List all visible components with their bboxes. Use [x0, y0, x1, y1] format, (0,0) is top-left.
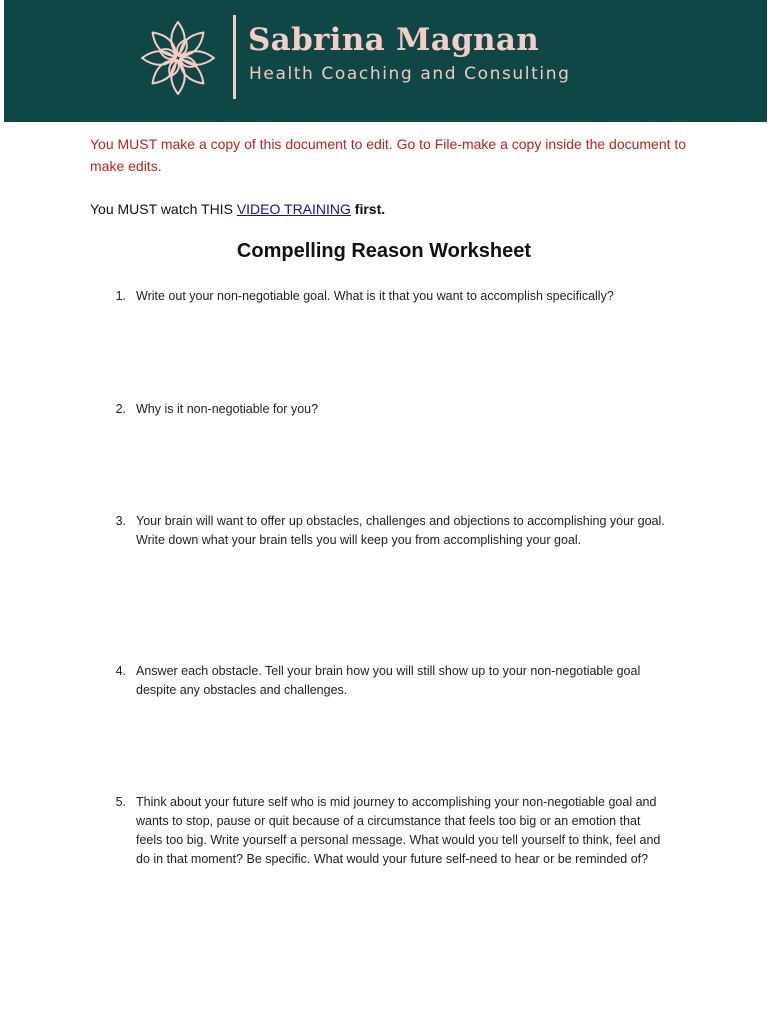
question-text: Your brain will want to offer up obstacles, challenges and objections to accomplishing your goal. Write down what your brain tells you will keep you from accomplishing your goal.	[136, 514, 665, 547]
video-line-prefix: You MUST watch THIS	[90, 201, 237, 217]
question-number: 2.	[115, 402, 126, 416]
question-item-2	[110, 400, 670, 419]
lotus-flower-icon	[132, 18, 224, 98]
question-text: Why is it non-negotiable for you?	[136, 402, 319, 416]
video-training-link[interactable]: VIDEO TRAINING	[236, 201, 351, 217]
question-item-3	[110, 512, 670, 550]
question-number: 1.	[115, 289, 126, 303]
header-divider	[233, 15, 236, 99]
question-number: 4.	[115, 664, 126, 678]
question-item-5	[110, 793, 670, 869]
video-line-suffix: first.	[354, 201, 386, 217]
question-text: Think about your future self who is mid journey to accomplishing your non-negotiable goal and wants to stop, pause or quit because of a circumstance that feels too big or an emotion that feels too big. Write yourself a personal message. What would you tell yourself to think, feel and do in that moment? Be specific. What would your future self-need to hear or be reminded of?	[136, 795, 661, 866]
question-item-4	[110, 662, 670, 700]
brand-tagline: Health Coaching and Consulting	[249, 64, 571, 84]
video-training-line	[90, 199, 385, 219]
question-number: 3.	[115, 514, 126, 528]
question-text: Write out your non-negotiable goal. What is it that you want to accomplish specifically?	[136, 289, 614, 303]
worksheet-title: Compelling Reason Worksheet	[236, 240, 532, 262]
copy-notice: You MUST make a copy of this document to edit. Go to File-make a copy inside the document to make edits.	[90, 136, 687, 174]
header-banner	[4, 0, 767, 122]
question-item-1	[110, 287, 670, 306]
question-number: 5.	[115, 795, 126, 809]
question-text: Answer each obstacle. Tell your brain how you will still show up to your non-negotiable goal despite any obstacles and challenges.	[136, 664, 641, 697]
brand-name: Sabrina Magnan	[248, 22, 540, 58]
